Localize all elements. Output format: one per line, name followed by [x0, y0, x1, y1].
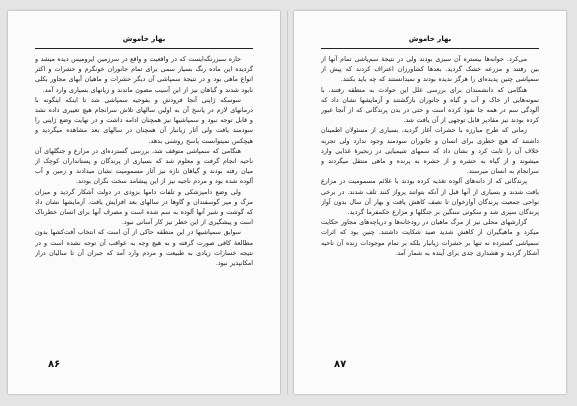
paragraph: هنگامی که سمپاشی متوقف شد، بررسی گسترده‌ای در مزارع و جنگلهای آن ناحیه انجام گرفت و معلوم شد که بسیاری از پرندگان و پستانداران کوچک از میان رفته بودند و گیاهان تازه نیز آثار مسمومیت نشان میدادند و زمین و آب آلوده شده بود و مردم ناحیه نیز از این پیشامد سخت نگران بودند. [35, 147, 253, 186]
paragraph: پرندگانی که از دانه‌های آلوده تغذیه کرده بودند با علائم مسمومیت در مزارع یافت شدند و بسیاری از آنها قبل از آنکه بتوانند پرواز کنند تلف شدند. در برخی نواحی جمعیت پرندگان آوازخوان تا نصف کاهش یافت و بهار آن سال بدون آواز پرندگان سپری شد و سکوتی سنگین بر جنگلها و مزارع حکمفرما گردید. [321, 178, 539, 217]
paragraph: سوسکه ژاپنی آنجا فرودش و بفوحیه سمپاشی شد تا اینکه اینگونه با درمانهای لازم در پاسخ آن به اولین سالهای تلاش سرانجام هیچ تغییری داده نشد و قابل توجه نبود و سمپاشیها نیز همچنان ادامه داشت و در نهایت وضع ژاپنی را سودمند یافت ولی آثار زیانبار آن همچنان در سالهای بعد مشاهده میگردید و هیچکس نمیتوانست پاسخ روشنی بدهد. [35, 96, 253, 145]
paragraph: ولی وضع دامپزشکی و تلفات دامها بزودی در دولت آشکار گردید و میزان مرگ و میر گوسفندان و گاوها در سالهای بعد افزایش یافت. آزمایشها نشان داد که گوشت و شیر آنها آلوده به سم شده است و مصرف آنها برای انسان خطرناک است و پیشگیری از این خطر نیز کار آسانی نبود. [35, 188, 253, 227]
left-page [8, 11, 280, 394]
page-number: ۸۷ [334, 359, 347, 370]
page-header [321, 34, 539, 49]
body-text [321, 55, 539, 354]
paragraph: هنگامی که دانشمندان برای بررسی علل این حوادث به منطقه رفتند، با نمونه‌هایی از خاک و آب و گیاه و جانوران بازگشتند و آزمایشها نشان داد که آلودگی سم در همه جا نفوذ کرده است و حتی در بدن پرندگانی که از آنجا عبور کرده بودند نیز مقادیر قابل توجهی از آن یافت شد. [321, 86, 539, 125]
right-page [294, 11, 566, 394]
paragraph: جاره سبزرنگه‌ایست که در واقعیت و واقع در سرزمین ایرومیس دیده میشد و گردیده این ماده رنگ بسیار سمی برای تمام جانوران خونگرم و حشرات و اکثر انواع ماهی بود و در نتیجهٔ سمپاشی آن دیگر حشرات و ماهیان آبهای مجاور بکلی نابود شدند و گیاهان نیز از این آسیب مصون ماندند و زیانهای بسیاری وارد آمد. [35, 56, 253, 94]
running-title: بهار خاموش [122, 35, 166, 43]
paragraph: می‌کرد. جوانه‌ها بیستره آن سبزی بودند ولی در نتیجهٔ سم‌پاشی تمام آنها از بین رفتند و مزرعه خشک گردید. بعد‌ها کشاورزان اعتراف کردند که پیش از سمپاشی چنین پدیده‌ای را هرگز ندیده بودند و نمیدانستند که چه باید بکنند. [321, 56, 539, 84]
body-text [35, 55, 253, 354]
page-number: ۸۶ [48, 359, 61, 370]
paragraph: گزارشهای محلی نیز از مرگ ماهیان در رودخانه‌ها و دریاچه‌های مجاور حکایت میکرد و ماهیگیران از کاهش شدید صید شکایت داشتند. چنین بود که اثرات سمپاشی گسترده نه تنها بر حشرات زیانبار بلکه بر تمام موجودات زنده آن ناحیه آشکار گردید و هشداری جدی برای آینده به شمار آمد. [321, 219, 539, 257]
paragraph: سوابق سمپاشیها در این منطقه حاکی از آن است که انتخاب آفت‌کشها بدون مطالعهٔ کافی صورت گرفته و به هیچ وجه به عواقب آن توجه نشده است و در نتیجه خسارات زیادی به طبیعت و مردم وارد آمد که جبران آن تا سالیان دراز امکانپذیر نبود. [35, 229, 253, 268]
paragraph: زمانی که طرح مبارزه با حشرات آغاز گردید، بسیاری از مسئولان اطمینان داشتند که هیچ خطری برای انسان و جانوران سودمند وجود ندارد ولی تجربه خلاف آن را ثابت کرد و نشان داد که سمهای شیمیایی در زنجیرهٔ غذایی وارد میشوند و از گیاه به حشره و از حشره به پرنده و ماهی منتقل میگردند و سرانجام به انسان میرسند. [321, 127, 539, 176]
running-title: بهار خاموش [408, 35, 452, 43]
book-spine [287, 11, 288, 394]
page-header [35, 34, 253, 49]
